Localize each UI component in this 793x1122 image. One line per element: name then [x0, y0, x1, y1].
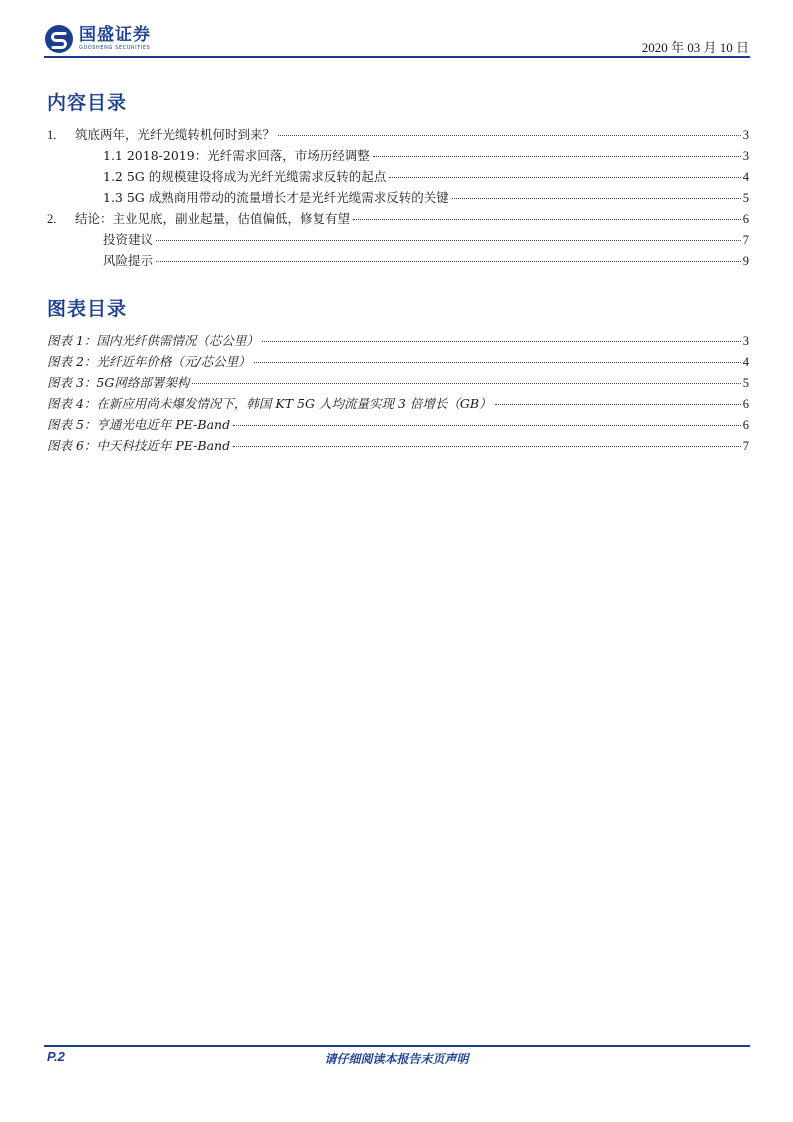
dot-leader — [192, 383, 740, 384]
toc-entry-label[interactable]: 图表 4：在新应用尚未爆发情况下，韩国 KT 5G 人均流量实现 3 倍增长（GB） — [47, 396, 492, 411]
toc-entry-label[interactable]: 投资建议 — [103, 232, 154, 247]
report-date: 2020 年 03 月 10 日 — [641, 40, 749, 55]
toc-entry-page: 3 — [742, 334, 749, 348]
toc-entry-page: 3 — [742, 149, 749, 163]
toc-entry-label[interactable]: 图表 2：光纤近年价格（元/芯公里） — [47, 354, 251, 369]
toc-entry-label[interactable]: 1.2 5G 的规模建设将成为光纤光缆需求反转的起点 — [103, 169, 387, 184]
toc-entry-label[interactable]: 结论：主业见底，副业起量，估值偏低，修复有望 — [75, 211, 351, 226]
toc-entry[interactable] — [47, 208, 749, 229]
toc-entry-label[interactable]: 图表 1：国内光纤供需情况（芯公里） — [47, 333, 259, 348]
toc-entry-label[interactable]: 图表 3：5G网络部署架构 — [47, 375, 190, 390]
toc-entry-page: 7 — [742, 439, 749, 453]
toc-entry-page: 5 — [742, 376, 749, 390]
guosheng-logo-icon — [44, 24, 74, 54]
toc-entry[interactable] — [47, 145, 749, 166]
dot-leader — [233, 425, 741, 426]
toc-entry-page: 6 — [742, 397, 749, 411]
toc-entry-label[interactable]: 1.1 2018-2019：光纤需求回落，市场历经调整 — [103, 148, 370, 163]
toc-entry-page: 6 — [742, 418, 749, 432]
toc-entry[interactable] — [47, 166, 749, 187]
toc-entry-number: 1. — [47, 128, 57, 142]
toc-entry-label[interactable]: 图表 5：亨通光电近年 PE-Band — [47, 417, 231, 432]
figures-title: 图表目录 — [47, 298, 128, 320]
toc-entry[interactable] — [47, 124, 749, 145]
page-header — [0, 0, 793, 62]
page-number: P.2 — [47, 1049, 65, 1064]
dot-leader — [262, 341, 741, 342]
toc-entry-page: 4 — [742, 170, 749, 184]
toc-entry-label[interactable]: 图表 6：中天科技近年 PE-Band — [47, 438, 231, 453]
dot-leader — [156, 240, 741, 241]
toc-entry[interactable] — [47, 229, 749, 250]
contents-list — [47, 124, 749, 271]
company-logo — [44, 24, 151, 54]
dot-leader — [233, 446, 741, 447]
toc-entry[interactable] — [47, 187, 749, 208]
toc-entry-page: 7 — [742, 233, 749, 247]
figures-list — [47, 330, 749, 456]
logo-english-name: GUOSHENG SECURITIES — [79, 45, 151, 51]
toc-entry-label[interactable]: 1.3 5G 成熟商用带动的流量增长才是光纤光缆需求反转的关键 — [103, 190, 449, 205]
dot-leader — [373, 156, 741, 157]
logo-chinese-name: 国盛证券 — [79, 25, 151, 45]
dot-leader — [278, 135, 741, 136]
toc-entry-page: 3 — [742, 128, 749, 142]
toc-entry-number: 2. — [47, 212, 57, 226]
toc-entry-label[interactable]: 风险提示 — [103, 253, 154, 268]
dot-leader — [389, 177, 740, 178]
dot-leader — [452, 198, 741, 199]
toc-entry[interactable] — [47, 351, 749, 372]
toc-entry[interactable] — [47, 414, 749, 435]
dot-leader — [353, 219, 741, 220]
header-divider — [44, 56, 750, 58]
toc-entry[interactable] — [47, 393, 749, 414]
footer-disclaimer: 请仔细阅读本报告末页声明 — [324, 1052, 469, 1066]
dot-leader — [495, 404, 741, 405]
contents-title: 内容目录 — [47, 92, 128, 114]
toc-entry-page: 4 — [742, 355, 749, 369]
toc-entry[interactable] — [47, 372, 749, 393]
footer-divider — [44, 1045, 750, 1047]
toc-entry[interactable] — [47, 435, 749, 456]
dot-leader — [254, 362, 741, 363]
toc-entry[interactable] — [47, 250, 749, 271]
toc-entry-page: 9 — [742, 254, 749, 268]
dot-leader — [156, 261, 741, 262]
toc-entry[interactable] — [47, 330, 749, 351]
toc-entry-page: 6 — [742, 212, 749, 226]
toc-entry-label[interactable]: 筑底两年，光纤光缆转机何时到来？ — [75, 127, 276, 142]
toc-entry-page: 5 — [742, 191, 749, 205]
